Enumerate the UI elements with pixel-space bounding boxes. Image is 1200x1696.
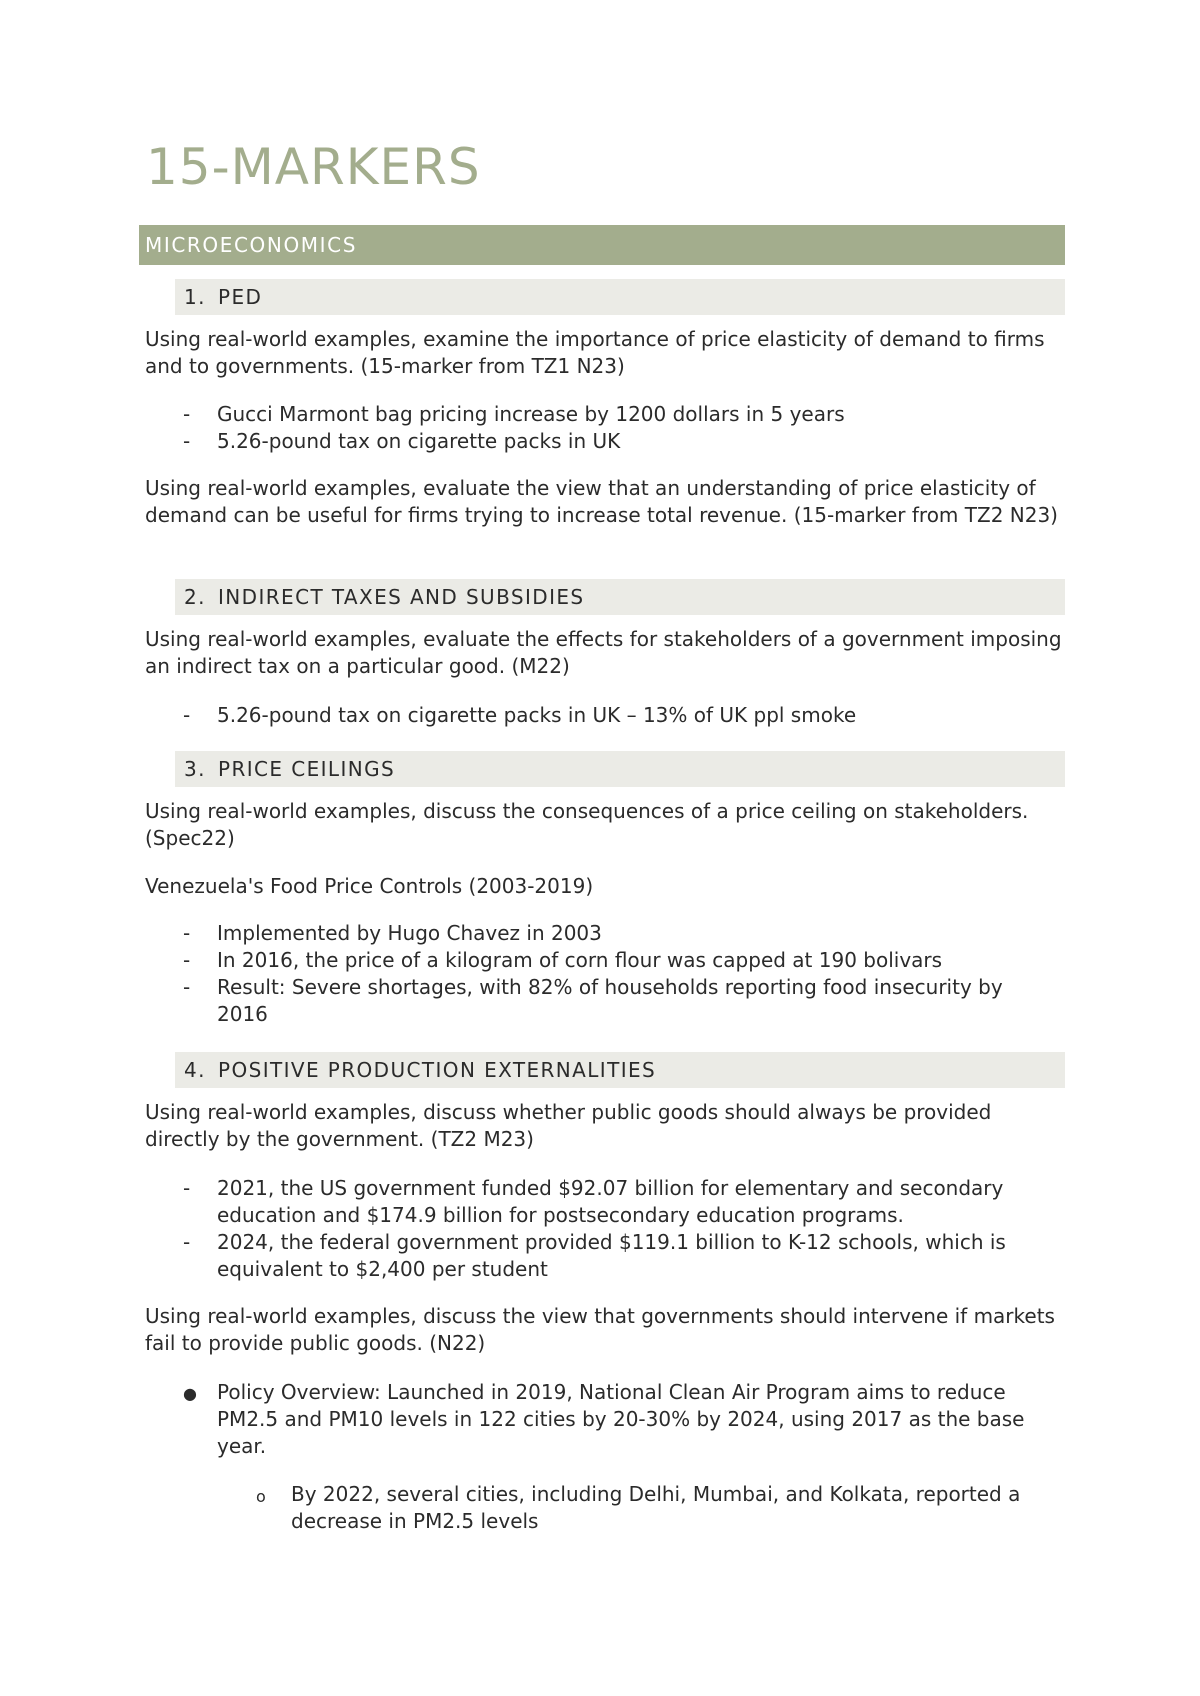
section-heading-microeconomics: MICROECONOMICS — [139, 225, 1065, 265]
list-item-text: By 2022, several cities, including Delhi, Mumbai, and Kolkata, reported a decrease in PM2.5 levels — [291, 1482, 1021, 1533]
topic-number: 3. — [184, 757, 206, 781]
example-title: Venezuela's Food Price Controls (2003-2019) — [145, 874, 594, 898]
dash-marker: - — [183, 429, 191, 453]
topic-label: PED — [218, 285, 263, 309]
topic-label: PRICE CEILINGS — [218, 757, 396, 781]
question-paragraph: Using real-world examples, discuss whether public goods should always be provided directly by the government. (TZ2 M23) — [145, 1100, 992, 1151]
topic-number: 2. — [184, 585, 206, 609]
topic-heading-ped — [175, 279, 1065, 315]
list-item-text: 5.26-pound tax on cigarette packs in UK — [217, 429, 621, 453]
dash-marker: - — [183, 402, 191, 426]
question-paragraph: Using real-world examples, discuss the consequences of a price ceiling on stakeholders. (Spec22) — [145, 799, 1029, 850]
list-item-text: 5.26-pound tax on cigarette packs in UK – 13% of UK ppl smoke — [217, 703, 857, 727]
question-paragraph: Using real-world examples, evaluate the effects for stakeholders of a government imposing an indirect tax on a particular good. (M22) — [145, 627, 1062, 678]
topic-number: 4. — [184, 1058, 206, 1082]
list-item-text: Gucci Marmont bag pricing increase by 1200 dollars in 5 years — [217, 402, 845, 426]
topic-heading-price-ceilings — [175, 751, 1065, 787]
dash-marker: - — [183, 975, 191, 999]
topic-label: INDIRECT TAXES AND SUBSIDIES — [218, 585, 585, 609]
list-item-text: Policy Overview: Launched in 2019, National Clean Air Program aims to reduce PM2.5 and PM10 levels in 122 cities by 20-30% by 2024, using 2017 as the base year. — [217, 1380, 1025, 1458]
dash-marker: - — [183, 948, 191, 972]
dash-marker: - — [183, 1176, 191, 1200]
list-item-text: 2024, the federal government provided $119.1 billion to K-12 schools, which is equivalent to $2,400 per student — [217, 1230, 1006, 1281]
document-title: 15-MARKERS — [146, 138, 481, 196]
topic-number: 1. — [184, 285, 206, 309]
circle-bullet-icon: o — [256, 1487, 266, 1506]
list-item-text: Implemented by Hugo Chavez in 2003 — [217, 921, 602, 945]
dash-marker: - — [183, 1230, 191, 1254]
bullet-icon: ● — [183, 1384, 197, 1403]
list-item-text: 2021, the US government funded $92.07 billion for elementary and secondary education and $174.9 billion for postsecondary education programs. — [217, 1176, 1004, 1227]
dash-marker: - — [183, 921, 191, 945]
list-item-text: Result: Severe shortages, with 82% of households reporting food insecurity by 2016 — [217, 975, 1003, 1026]
question-paragraph: Using real-world examples, evaluate the view that an understanding of price elasticity of demand can be useful for firms trying to increase total revenue. (15-marker from TZ2 N23) — [145, 476, 1058, 527]
question-paragraph: Using real-world examples, examine the importance of price elasticity of demand to firms and to governments. (15-marker from TZ1 N23) — [145, 327, 1045, 378]
question-paragraph: Using real-world examples, discuss the view that governments should intervene if markets fail to provide public goods. (N22) — [145, 1304, 1055, 1355]
topic-heading-indirect-taxes — [175, 579, 1065, 615]
dash-marker: - — [183, 703, 191, 727]
topic-heading-positive-externalities — [175, 1052, 1065, 1088]
list-item-text: In 2016, the price of a kilogram of corn flour was capped at 190 bolivars — [217, 948, 943, 972]
topic-label: POSITIVE PRODUCTION EXTERNALITIES — [218, 1058, 657, 1082]
